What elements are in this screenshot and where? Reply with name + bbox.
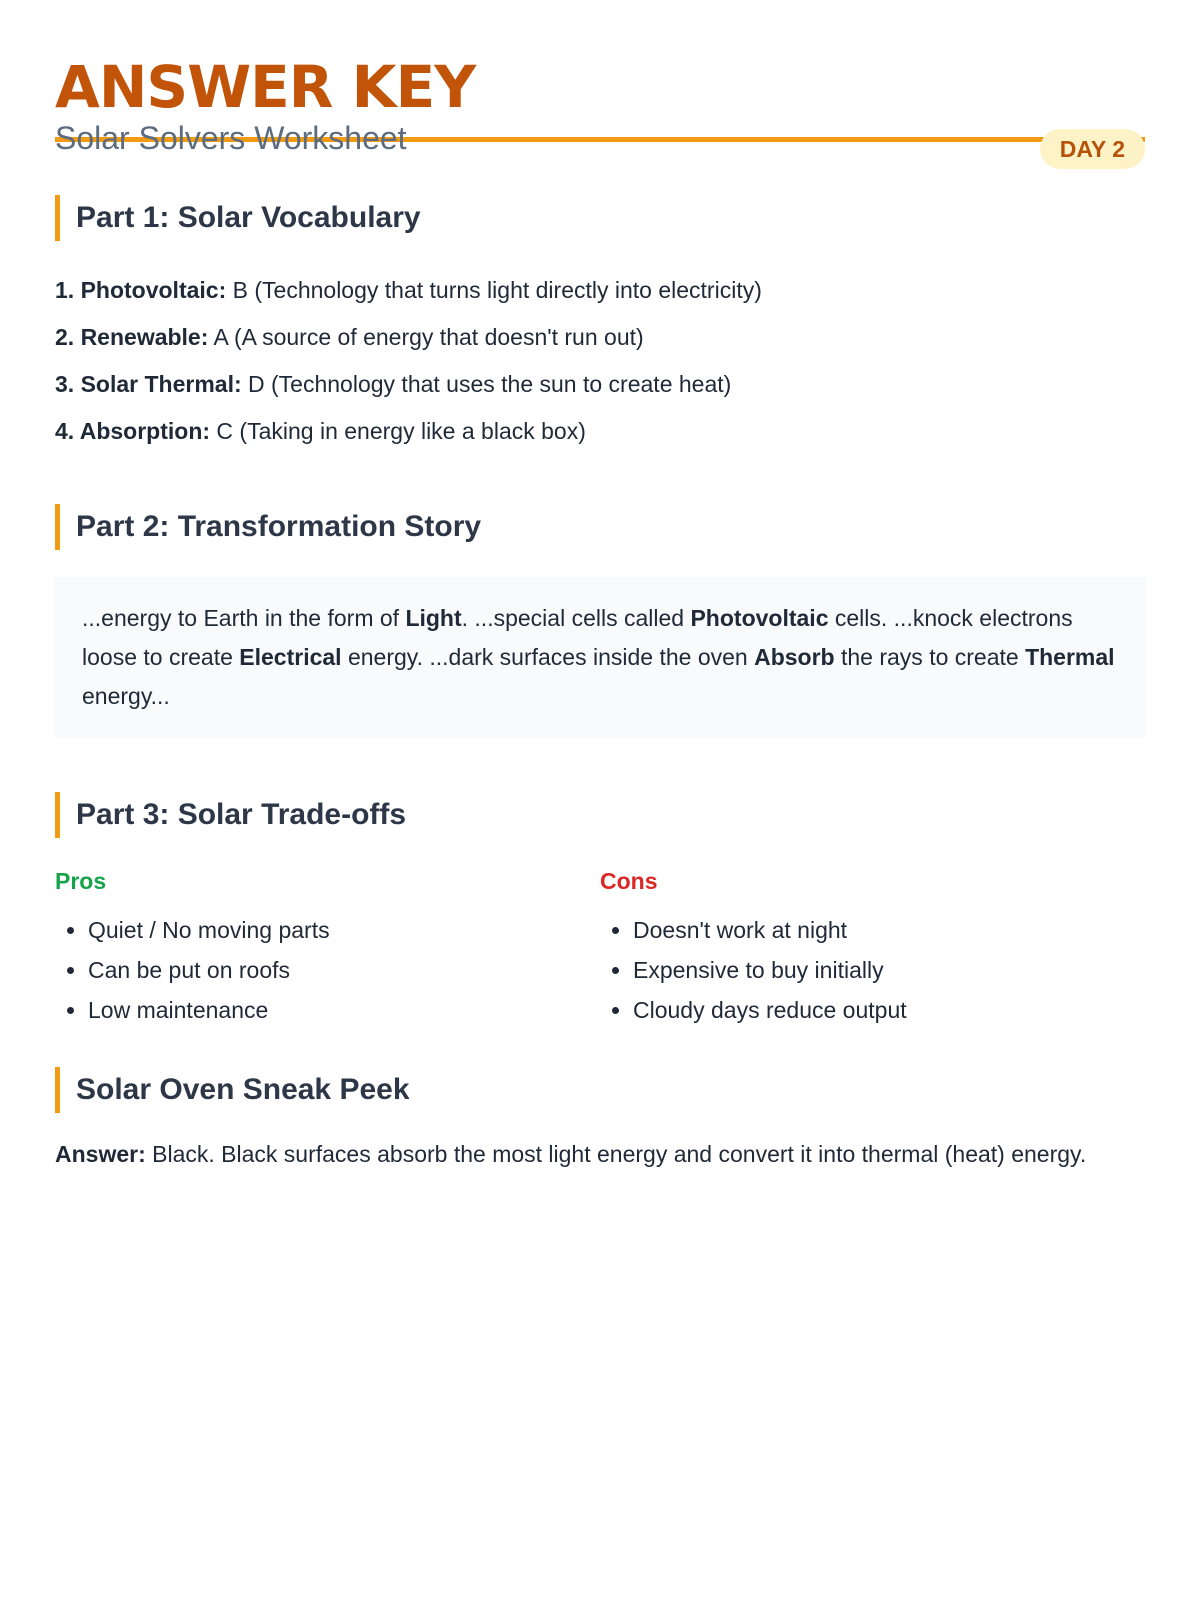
- vocab-answer: A (A source of energy that doesn't run out): [213, 324, 644, 350]
- story-box: [55, 577, 1145, 738]
- vocab-item: [55, 361, 1145, 408]
- pros-item: • Low maintenance: [88, 990, 600, 1030]
- answer-text: Black. Black surfaces absorb the most light energy and convert it into thermal (heat) energy.: [145, 1141, 1087, 1167]
- cons-item: • Cloudy days reduce output: [633, 990, 1145, 1030]
- vocab-term: 2. Renewable:: [55, 324, 209, 350]
- pros-item: • Quiet / No moving parts: [88, 910, 600, 950]
- story-answer: Absorb: [754, 644, 835, 670]
- vocab-item: [55, 267, 1145, 314]
- vocab-term: 4. Absorption:: [55, 418, 211, 444]
- story-answer: Thermal: [1025, 644, 1115, 670]
- vocab-term: 3. Solar Thermal:: [55, 371, 242, 397]
- story-text: energy...: [82, 683, 170, 709]
- vocab-answer: D (Technology that uses the sun to create heat): [248, 371, 732, 397]
- day-badge: DAY 2: [1040, 129, 1145, 169]
- vocab-list: [55, 267, 1145, 455]
- cons-item: • Expensive to buy initially: [633, 950, 1145, 990]
- story-answer: Light: [405, 605, 462, 631]
- answer-label: Answer:: [55, 1141, 146, 1167]
- part2-title: Part 2: Transformation Story: [55, 504, 1145, 550]
- vocab-answer: C (Taking in energy like a black box): [216, 418, 586, 444]
- pros-column: [55, 866, 600, 1030]
- story-text: . ...special cells called: [461, 605, 691, 631]
- vocab-item: [55, 408, 1145, 455]
- part3-title: Part 3: Solar Trade-offs: [55, 792, 1145, 838]
- vocab-term: 1. Photovoltaic:: [55, 277, 227, 303]
- part4-title: Solar Oven Sneak Peek: [55, 1067, 1145, 1113]
- vocab-item: [55, 314, 1145, 361]
- cons-title: Cons: [600, 868, 658, 894]
- cons-item: • Doesn't work at night: [633, 910, 1145, 950]
- pros-item: • Can be put on roofs: [88, 950, 600, 990]
- cons-column: [600, 866, 1145, 1030]
- story-text: cells. ...knock electrons loose to create: [82, 605, 1073, 670]
- pros-title: Pros: [55, 868, 107, 894]
- story-answer: Electrical: [239, 644, 342, 670]
- story-answer: Photovoltaic: [690, 605, 829, 631]
- vocab-answer: B (Technology that turns light directly into electricity): [232, 277, 762, 303]
- story-text: the rays to create: [834, 644, 1026, 670]
- page-title: ANSWER KEY: [55, 53, 476, 121]
- story-text: energy. ...dark surfaces inside the oven: [341, 644, 755, 670]
- tradeoffs: [55, 866, 1145, 1030]
- part1-title: Part 1: Solar Vocabulary: [55, 195, 1145, 241]
- story-text: ...energy to Earth in the form of: [82, 605, 406, 631]
- cons-list: [600, 910, 1145, 1030]
- oven-answer: [55, 1137, 1145, 1171]
- page-subtitle: Solar Solvers Worksheet: [55, 120, 407, 156]
- header: [55, 0, 1145, 162]
- pros-list: [55, 910, 600, 1030]
